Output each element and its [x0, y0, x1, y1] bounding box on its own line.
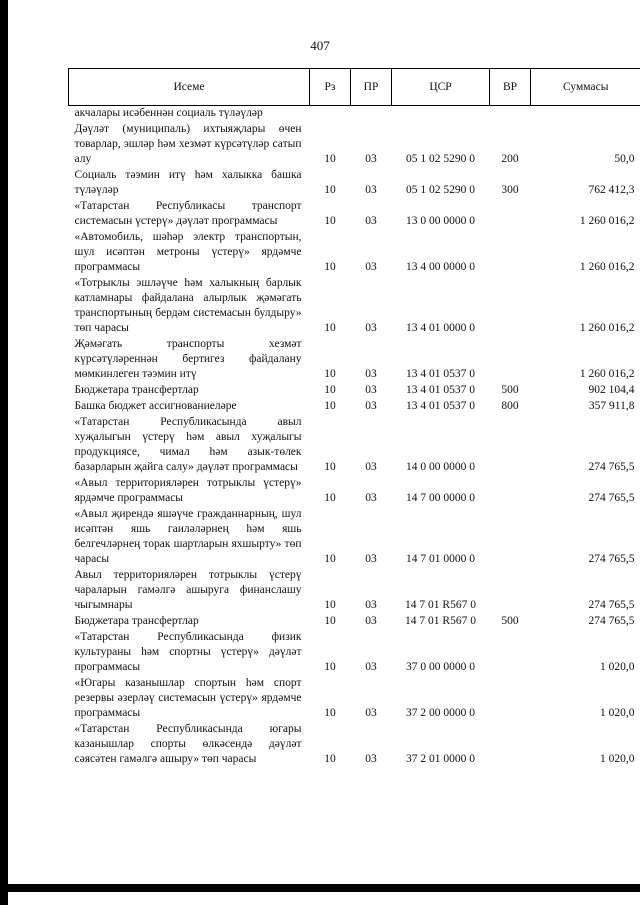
row-csr: 05 1 02 5290 0	[406, 153, 475, 165]
header-name: Исеме	[69, 69, 310, 106]
row-pr: 03	[365, 384, 377, 396]
row-csr: 13 0 00 0000 0	[406, 215, 475, 227]
row-vr	[490, 506, 531, 567]
table-row	[69, 275, 640, 336]
row-vr	[490, 721, 531, 767]
page-number: 407	[310, 38, 330, 53]
row-rz: 10	[324, 400, 336, 412]
row-pr: 03	[365, 215, 377, 227]
row-vr	[490, 198, 531, 229]
row-pr: 03	[365, 707, 377, 719]
row-vr	[490, 475, 531, 506]
row-pr: 03	[365, 492, 377, 504]
row-rz: 10	[324, 184, 336, 196]
row-rz: 10	[324, 368, 336, 380]
table-row	[69, 613, 640, 629]
row-csr: 13 4 00 0000 0	[406, 261, 475, 273]
row-name: «Татарстан Республикасында авыл хуҗалыгын үстерү һәм авыл хуҗалыгы продукциясе, чимал һәм азык-төлек базарларын җайга салу» дәүләт программасы	[74, 416, 302, 473]
table-row	[69, 567, 640, 613]
table-header-row	[69, 69, 640, 106]
row-csr: 14 7 01 R567 0	[405, 599, 476, 611]
table-row	[69, 167, 640, 198]
row-pr: 03	[365, 322, 377, 334]
row-pr: 03	[365, 461, 377, 473]
row-name: Авыл территорияләрен тотрыклы үстерү чараларын гамәлгә ашыруга финанслашу чыгымнары	[74, 569, 302, 611]
row-sum: 357 911,8	[588, 400, 635, 412]
row-name: Дәүләт (муниципаль) ихтыяҗлары өчен товарлар, эшләр һәм хезмәт күрсәтүләр сатып алу	[74, 123, 302, 165]
row-rz: 10	[324, 492, 336, 504]
row-vr	[490, 229, 531, 275]
row-name: Социаль тәэмин итү һәм халыкка башка түләүләр	[74, 169, 302, 196]
row-vr	[490, 414, 531, 475]
row-name: «Автомобиль, шәһәр электр транспортын, шул исәптән метроны үстерү» ярдәмче программасы	[74, 231, 302, 273]
row-rz: 10	[324, 553, 336, 565]
table-row	[69, 414, 640, 475]
row-pr: 03	[365, 261, 377, 273]
header-rz: Рз	[310, 69, 351, 106]
row-sum: 1 020,0	[600, 753, 635, 765]
row-pr: 03	[365, 661, 377, 673]
row-rz: 10	[324, 153, 336, 165]
row-vr	[490, 675, 531, 721]
row-vr: 500	[501, 615, 519, 627]
row-pr: 03	[365, 400, 377, 412]
scan-bottom-border	[0, 884, 640, 892]
row-vr: 500	[501, 384, 519, 396]
row-pr: 03	[365, 615, 377, 627]
row-vr	[490, 336, 531, 382]
row-pr: 03	[365, 553, 377, 565]
row-vr	[490, 629, 531, 675]
table-row	[69, 121, 640, 167]
row-vr: 300	[501, 184, 519, 196]
row-rz: 10	[324, 322, 336, 334]
row-rz: 10	[324, 707, 336, 719]
table-row	[69, 336, 640, 382]
table-row	[69, 475, 640, 506]
header-pr: ПР	[351, 69, 392, 106]
row-sum: 50,0	[614, 153, 635, 165]
row-csr: 13 4 01 0537 0	[406, 400, 475, 412]
row-sum: 1 260 016,2	[579, 261, 635, 273]
continuation-row	[69, 106, 640, 122]
row-sum: 274 765,5	[588, 492, 635, 504]
row-csr: 37 0 00 0000 0	[406, 661, 475, 673]
row-csr: 13 4 01 0537 0	[406, 368, 475, 380]
row-rz: 10	[324, 461, 336, 473]
row-rz: 10	[324, 384, 336, 396]
table-row	[69, 629, 640, 675]
row-sum: 902 104,4	[588, 384, 635, 396]
row-rz: 10	[324, 661, 336, 673]
row-sum: 1 260 016,2	[579, 322, 635, 334]
row-pr: 03	[365, 184, 377, 196]
row-vr: 800	[501, 400, 519, 412]
header-vr: ВР	[490, 69, 531, 106]
row-name: «Татарстан Республикасында физик культураны һәм спортны үстерү» дәүләт программасы	[74, 631, 302, 673]
row-rz: 10	[324, 615, 336, 627]
row-name: «Татарстан Республикасы транспорт системасын үстерү» дәүләт программасы	[74, 200, 302, 227]
table-row	[69, 721, 640, 767]
row-vr	[490, 567, 531, 613]
row-sum: 1 020,0	[600, 707, 635, 719]
table-row	[69, 506, 640, 567]
row-vr	[490, 275, 531, 336]
row-name: «Татарстан Республикасында югары казанышлар спорты өлкәсендә дәүләт сәясәтен гамәлгә ашыру» төп чарасы	[74, 723, 302, 765]
row-sum: 762 412,3	[588, 184, 635, 196]
row-csr: 14 0 00 0000 0	[406, 461, 475, 473]
row-sum: 274 765,5	[588, 461, 635, 473]
row-csr: 05 1 02 5290 0	[406, 184, 475, 196]
row-pr: 03	[365, 599, 377, 611]
row-csr: 37 2 01 0000 0	[406, 753, 475, 765]
row-rz: 10	[324, 261, 336, 273]
table-row	[69, 229, 640, 275]
row-pr: 03	[365, 753, 377, 765]
row-sum: 274 765,5	[588, 615, 635, 627]
header-csr: ЦСР	[392, 69, 490, 106]
row-name: Бюджетара трансфертлар	[74, 615, 199, 627]
row-rz: 10	[324, 753, 336, 765]
row-csr: 14 7 01 R567 0	[405, 615, 476, 627]
table-row	[69, 382, 640, 398]
row-name: «Авыл территорияләрен тотрыклы үстерү» ярдәмче программасы	[74, 477, 302, 504]
row-csr: 13 4 01 0000 0	[406, 322, 475, 334]
budget-table	[68, 68, 640, 767]
row-rz: 10	[324, 599, 336, 611]
row-name: Башка бюджет ассигнованиеләре	[74, 400, 237, 412]
row-name: Бюджетара трансфертлар	[74, 384, 199, 396]
row-name: «Тотрыклы эшләүче һәм халыкның барлык катламнары файдалана алырлык җәмәгать транспортының бердәм системасын булдыру» төп чарасы	[74, 277, 302, 334]
row-csr: 14 7 01 0000 0	[406, 553, 475, 565]
row-name: «Югары казанышлар спортын һәм спорт резервы әзерләү системасын үстерү» ярдәмче программасы	[74, 677, 302, 719]
row-rz: 10	[324, 215, 336, 227]
row-csr: 13 4 01 0537 0	[406, 384, 475, 396]
row-vr: 200	[501, 153, 519, 165]
table-row	[69, 675, 640, 721]
row-sum: 274 765,5	[588, 599, 635, 611]
row-sum: 1 020,0	[600, 661, 635, 673]
scan-left-border	[0, 0, 8, 905]
row-sum: 1 260 016,2	[579, 368, 635, 380]
row-csr: 14 7 00 0000 0	[406, 492, 475, 504]
row-sum: 1 260 016,2	[579, 215, 635, 227]
header-sum: Суммасы	[531, 69, 640, 106]
row-sum: 274 765,5	[588, 553, 635, 565]
row-name: «Авыл җирендә яшәүче гражданнарның, шул исәптән яшь гаиләләрнең һәм яшь белгечләрнең торак шартларын яхшырту» төп чарасы	[74, 508, 302, 565]
table-row	[69, 198, 640, 229]
row-pr: 03	[365, 368, 377, 380]
row-name: Җәмәгать транспорты хезмәт күрсәтүләреннән бертигез файдалану мөмкинлеген тәэмин итү	[74, 338, 302, 380]
table-row	[69, 398, 640, 414]
continuation-text: акчалары исәбеннән социаль түләүләр	[74, 107, 263, 119]
row-pr: 03	[365, 153, 377, 165]
row-csr: 37 2 00 0000 0	[406, 707, 475, 719]
